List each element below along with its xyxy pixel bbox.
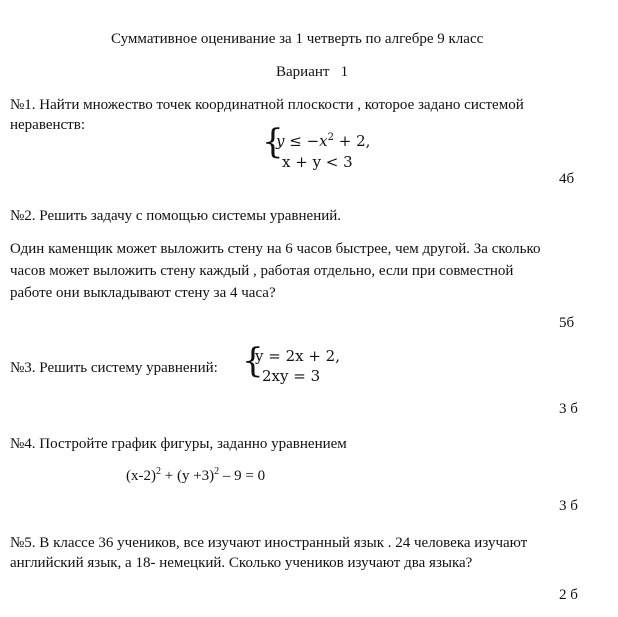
task-3-system-line2: 2xy = 3 [262,367,321,385]
task-2-text-line3: работе они выкладывают стену за 4 часа? [10,285,276,301]
task-1-system-line1 [276,131,370,152]
task-4-points: 3 б [559,498,578,514]
task-1-heading-line2: неравенств: [10,117,85,133]
task-1-sys1-base: y ≤ −x [276,132,328,150]
task-2-points: 5б [559,315,575,331]
task-2-text-line2: часов может выложить стену каждый , работая отдельно, если при совместной [10,263,514,279]
task-1-sys1-rest: + 2, [333,132,371,150]
task-1-sys1-exp: 2 [327,132,334,143]
task-3-system-line1: y = 2x + 2, [255,347,340,365]
task-3-heading: №3. Решить систему уравнений: [10,360,218,376]
task-4-eq-c: – 9 = 0 [219,468,266,484]
variant-label: Вариант 1 [276,64,349,80]
task-4-equation [126,465,265,487]
task-4-eq-a-exp: 2 [156,466,161,477]
task-2-text-line1: Один каменщик может выложить стену на 6 часов быстрее, чем другой. За сколько [10,241,541,257]
task-2-heading: №2. Решить задачу с помощью системы уравнений. [10,208,342,224]
task-5-points: 2 б [559,587,578,603]
task-3-points: 3 б [559,401,578,417]
task-4-eq-b-exp: 2 [214,466,220,477]
task-1-heading-line1: №1. Найти множество точек координатной плоскости , которое задано системой [10,97,524,113]
system-brace: { [242,341,264,381]
task-4-eq-b: + (y +3) [161,468,215,484]
task-5-text-line1: №5. В классе 36 учеников, все изучают иностранный язык . 24 человека изучают [10,535,528,551]
system-brace: { [262,122,284,162]
document-title: Суммативное оценивание за 1 четверть по алгебре 9 класс [111,31,484,47]
task-1-points: 4б [559,171,575,187]
task-4-eq-a: (x-2) [126,468,156,484]
task-4-heading: №4. Постройте график фигуры, заданно уравнением [10,436,347,452]
task-5-text-line2: английский язык, а 18- немецкий. Сколько учеников изучают два языка? [10,555,473,571]
task-1-system-line2: x + y < 3 [282,153,353,171]
